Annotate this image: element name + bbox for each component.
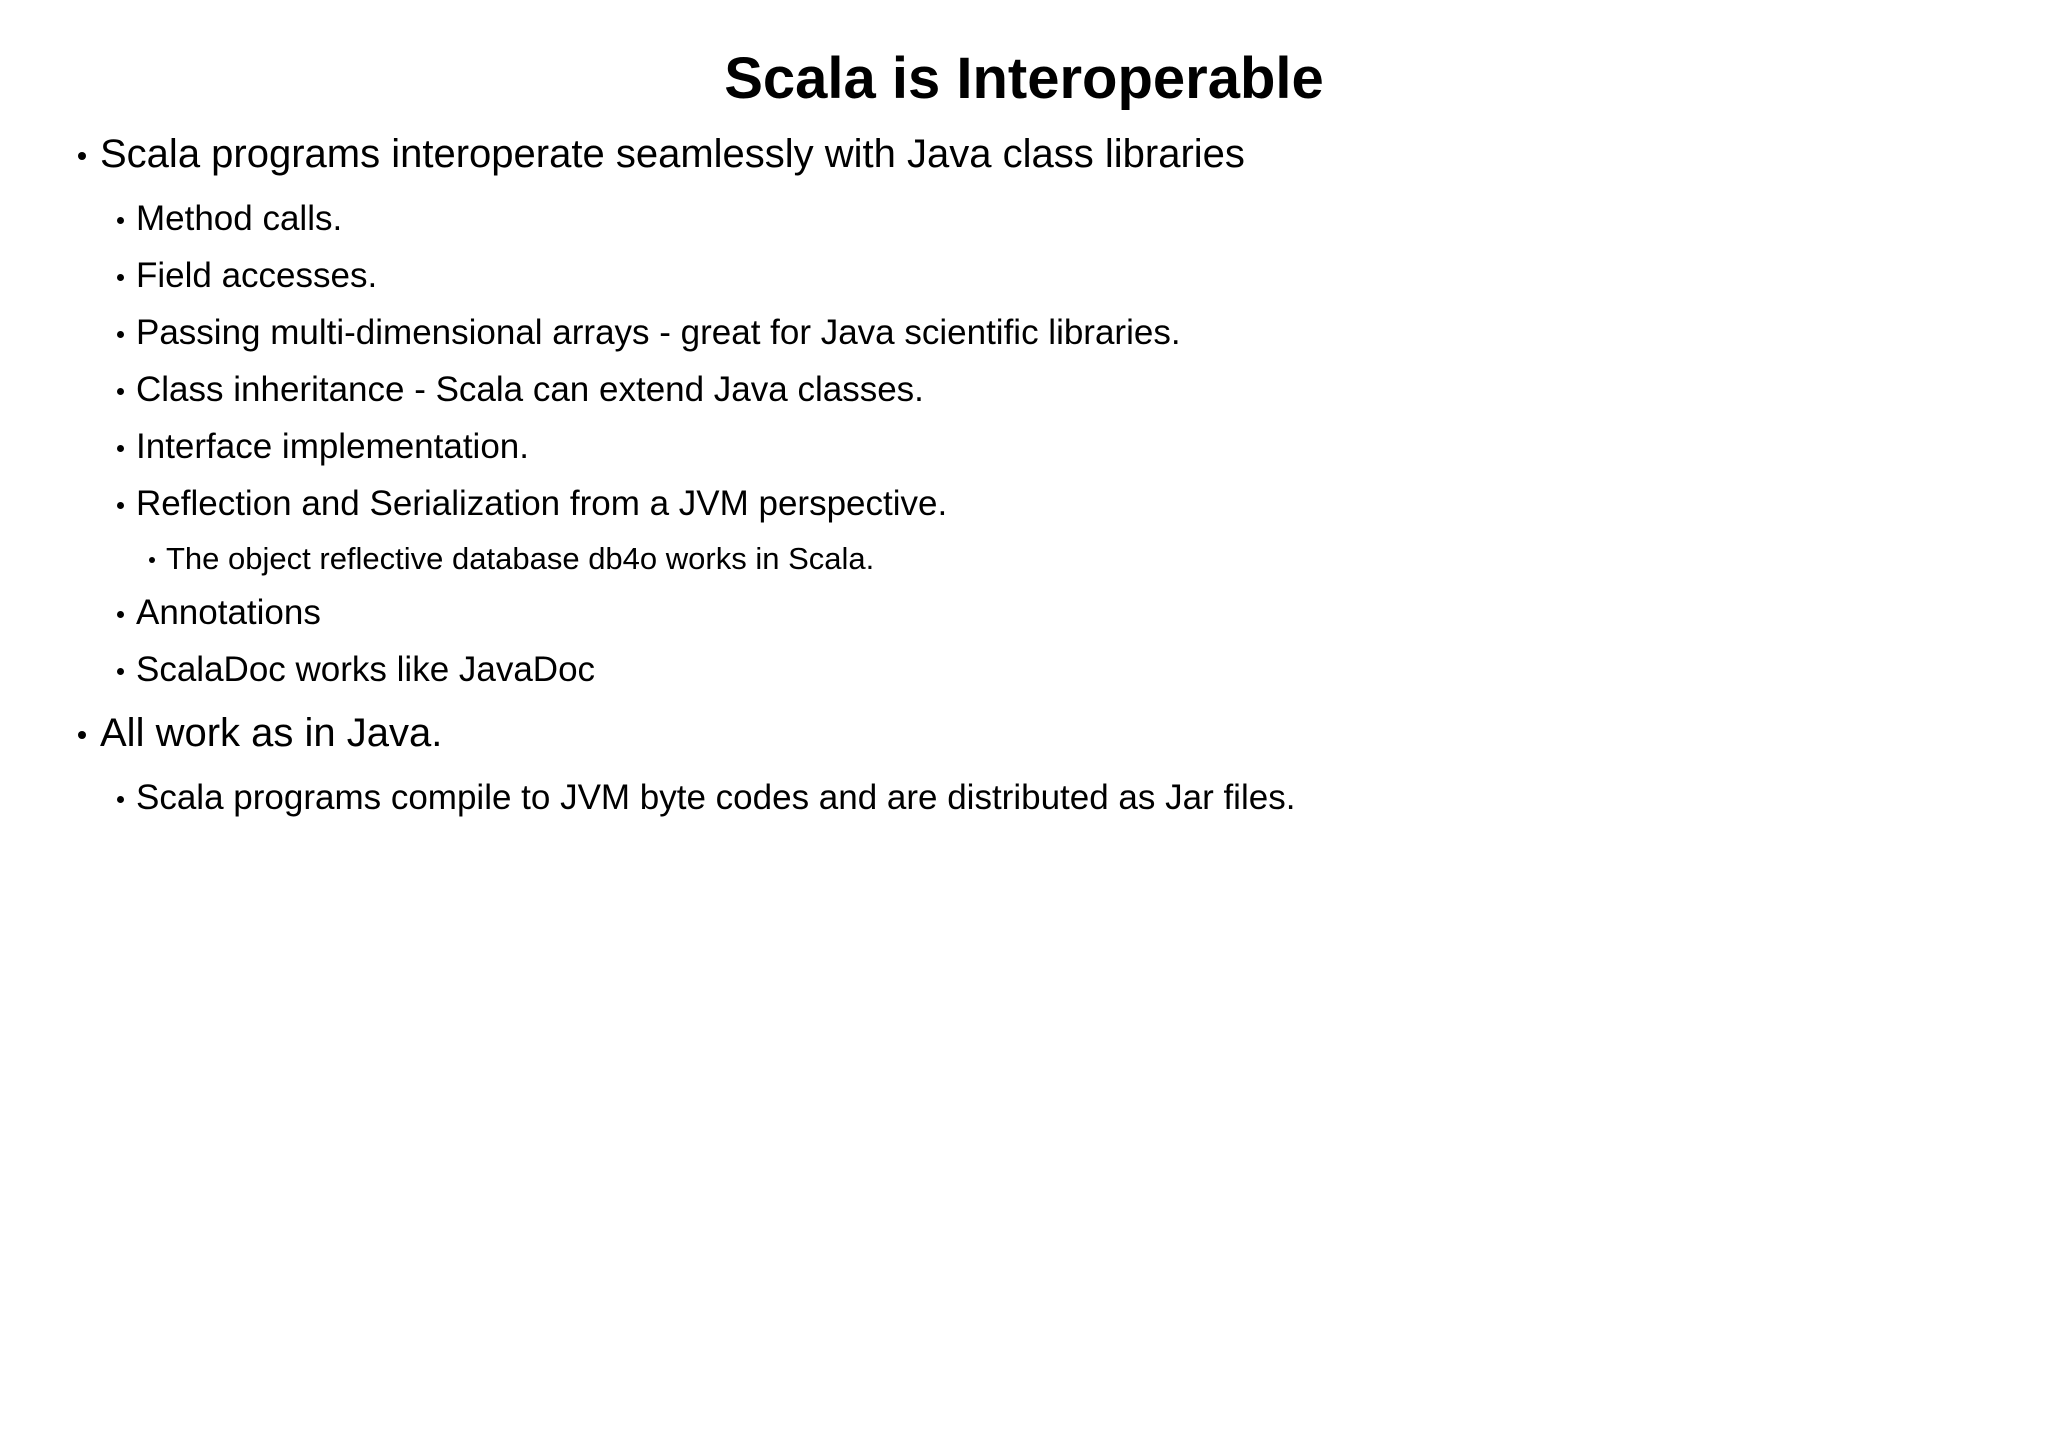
- bullet-text: ScalaDoc works like JavaDoc: [136, 650, 596, 689]
- bullet-dot-icon: [78, 731, 86, 739]
- bullet-dot-icon: [117, 502, 124, 509]
- bullet-dot-icon: [149, 557, 155, 563]
- bullet-item: [136, 426, 529, 468]
- bullet-text: Method calls.: [136, 199, 343, 238]
- bullet-item: [136, 198, 342, 240]
- bullet-text: Interface implementation.: [136, 427, 529, 466]
- bullet-dot-icon: [117, 668, 124, 675]
- bullet-dot-icon: [117, 274, 124, 281]
- bullet-item: [136, 592, 321, 634]
- bullet-text: The object reflective database db4o works in Scala.: [166, 541, 875, 576]
- bullet-text: Annotations: [136, 593, 321, 632]
- bullet-text: Scala programs interoperate seamlessly with Java class libraries: [100, 132, 1245, 176]
- bullet-item: [136, 312, 1181, 354]
- bullet-item: [136, 255, 377, 297]
- bullet-item: [166, 540, 874, 578]
- bullet-text: Passing multi-dimensional arrays - great for Java scientific libraries.: [136, 313, 1181, 352]
- slide-title: Scala is Interoperable: [724, 46, 1324, 111]
- bullet-dot-icon: [117, 331, 124, 338]
- bullet-dot-icon: [117, 217, 124, 224]
- bullet-item: [136, 369, 924, 411]
- bullet-text: Field accesses.: [136, 256, 378, 295]
- bullet-item: [136, 649, 595, 691]
- bullet-text: All work as in Java.: [100, 711, 443, 755]
- bullet-dot-icon: [117, 796, 124, 803]
- bullet-item: [136, 483, 947, 525]
- bullet-item: [100, 709, 442, 757]
- bullet-text: Class inheritance - Scala can extend Java classes.: [136, 370, 924, 409]
- bullet-item: [100, 130, 1245, 178]
- bullet-dot-icon: [117, 388, 124, 395]
- bullet-dot-icon: [117, 611, 124, 618]
- bullet-item: [136, 777, 1295, 819]
- bullet-text: Scala programs compile to JVM byte codes and are distributed as Jar files.: [136, 778, 1296, 817]
- bullet-dot-icon: [78, 152, 86, 160]
- bullet-dot-icon: [117, 445, 124, 452]
- bullet-text: Reflection and Serialization from a JVM perspective.: [136, 484, 948, 523]
